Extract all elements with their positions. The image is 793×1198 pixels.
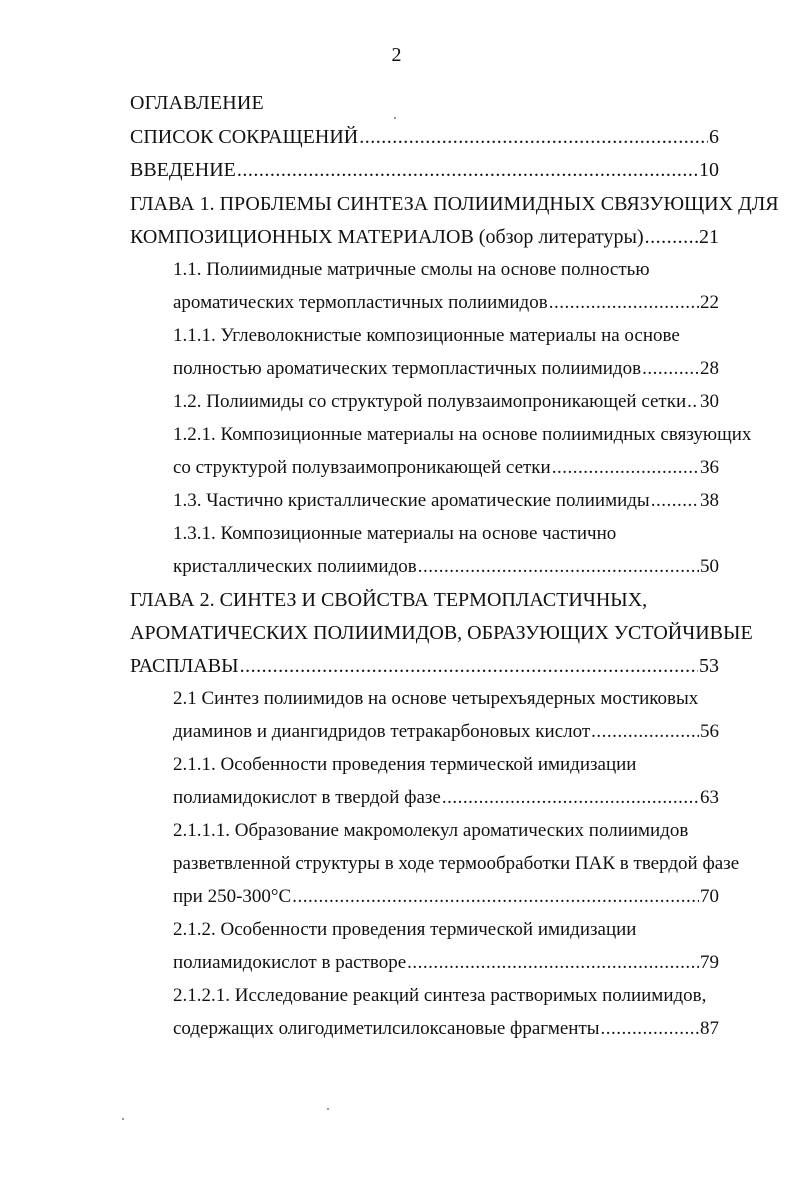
toc-entry[interactable] <box>173 457 719 479</box>
toc-entry[interactable] <box>173 688 719 710</box>
toc-entry-text: РАСПЛАВЫ <box>130 655 239 677</box>
leader-dots <box>418 556 699 578</box>
toc-entry-text: полностью ароматических термопластичных полиимидов <box>173 358 642 379</box>
toc-entry[interactable] <box>173 985 719 1007</box>
toc-entry-page: 63 <box>700 787 719 808</box>
scan-speck <box>122 1118 124 1120</box>
toc-entry[interactable] <box>173 820 719 842</box>
leader-dots <box>642 358 699 380</box>
toc-entry[interactable] <box>130 126 719 149</box>
toc-entry-text: при 250-300°С <box>173 886 292 907</box>
toc-title: ОГЛАВЛЕНИЕ <box>130 92 264 114</box>
toc-entry-text: ВВЕДЕНИЕ <box>130 159 236 181</box>
toc-entry-text: 2.1.2.1. Исследование реакций синтеза растворимых полиимидов, <box>173 985 707 1006</box>
leader-dots <box>549 292 699 314</box>
leader-dots <box>601 1018 699 1040</box>
toc-entry-text: ароматических термопластичных полиимидов <box>173 292 548 313</box>
toc-entry[interactable] <box>130 159 719 182</box>
toc-entry[interactable] <box>173 325 719 347</box>
leader-dots <box>442 787 699 809</box>
toc-entry-page: 28 <box>700 358 719 379</box>
scan-speck <box>327 1108 329 1110</box>
toc-entry[interactable] <box>173 523 719 545</box>
toc-entry-text: АРОМАТИЧЕСКИХ ПОЛИИМИДОВ, ОБРАЗУЮЩИХ УСТОЙЧИВЫЕ <box>130 622 753 644</box>
toc-entry-text: 2.1.2. Особенности проведения термической имидизации <box>173 919 637 940</box>
toc-entry-text: кристаллических полиимидов <box>173 556 417 577</box>
toc-entry-text: полиамидокислот в твердой фазе <box>173 787 441 808</box>
scan-speck <box>394 117 396 119</box>
leader-dots <box>292 886 699 908</box>
toc-entry-text: разветвленной структуры в ходе термообработки ПАК в твердой фазе <box>173 853 740 874</box>
toc-entry[interactable] <box>173 358 719 380</box>
toc-entry[interactable] <box>173 259 719 281</box>
toc-entry[interactable] <box>173 853 740 875</box>
toc-entry[interactable] <box>130 589 719 612</box>
toc-entry[interactable] <box>173 292 719 314</box>
toc-entry-page: 53 <box>699 655 719 677</box>
leader-dots <box>651 490 699 512</box>
toc-entry-text: 1.1. Полиимидные матричные смолы на основе полностью <box>173 259 650 280</box>
toc-entry-text: 2.1.1.1. Образование макромолекул ароматических полиимидов <box>173 820 689 841</box>
toc-entry[interactable] <box>130 655 719 678</box>
leader-dots <box>552 457 699 479</box>
toc-entry[interactable] <box>130 193 779 216</box>
toc-entry-text: 1.2. Полиимиды со структурой полувзаимопроникающей сетки <box>173 391 687 412</box>
toc-entry-page: 79 <box>700 952 719 973</box>
toc-entry-text: содержащих олигодиметилсилоксановые фрагменты <box>173 1018 600 1039</box>
toc-entry-page: 10 <box>699 159 719 181</box>
toc-entry-text: СПИСОК СОКРАЩЕНИЙ <box>130 126 359 148</box>
toc-entry[interactable] <box>173 754 719 776</box>
toc-entry-page: 22 <box>700 292 719 313</box>
leader-dots <box>240 655 698 678</box>
toc-entry-text: ГЛАВА 2. СИНТЕЗ И СВОЙСТВА ТЕРМОПЛАСТИЧНЫХ, <box>130 589 648 611</box>
toc-entry-page: 36 <box>700 457 719 478</box>
toc-entry-text: 2.1.1. Особенности проведения термической имидизации <box>173 754 637 775</box>
leader-dots <box>591 721 699 743</box>
toc-entry[interactable] <box>173 391 719 413</box>
toc-entry-page: 30 <box>700 391 719 412</box>
toc-entry[interactable] <box>173 886 719 908</box>
leader-dots <box>359 126 708 149</box>
toc-entry[interactable] <box>173 919 719 941</box>
toc-entry-text: 1.3.1. Композиционные материалы на основе частично <box>173 523 617 544</box>
toc-entry-text: КОМПОЗИЦИОННЫХ МАТЕРИАЛОВ (обзор литературы) <box>130 226 644 248</box>
toc-entry[interactable] <box>173 952 719 974</box>
toc-entry[interactable] <box>130 622 753 645</box>
toc-entry[interactable] <box>173 424 752 446</box>
toc-entry-page: 56 <box>700 721 719 742</box>
leader-dots <box>687 391 699 413</box>
toc-entry[interactable] <box>173 787 719 809</box>
toc-entry-page: 70 <box>700 886 719 907</box>
leader-dots <box>237 159 698 182</box>
toc-entry-text: диаминов и диангидридов тетракарбоновых кислот <box>173 721 591 742</box>
toc-entry[interactable] <box>173 556 719 578</box>
toc-entry-text: 1.3. Частично кристаллические ароматические полиимиды <box>173 490 650 511</box>
toc-entry-page: 21 <box>699 226 719 248</box>
toc-entry-page: 6 <box>709 126 719 148</box>
toc-entry-text: полиамидокислот в растворе <box>173 952 407 973</box>
toc-entry-text: 1.2.1. Композиционные материалы на основе полиимидных связующих <box>173 424 752 445</box>
toc-entry[interactable] <box>173 721 719 743</box>
toc-entry[interactable] <box>130 226 719 249</box>
leader-dots <box>407 952 699 974</box>
toc-entry-page: 50 <box>700 556 719 577</box>
toc-entry-text: 2.1 Синтез полиимидов на основе четырехъядерных мостиковых <box>173 688 699 709</box>
toc-entry-page: 87 <box>700 1018 719 1039</box>
toc-entry-text: ГЛАВА 1. ПРОБЛЕМЫ СИНТЕЗА ПОЛИИМИДНЫХ СВЯЗУЮЩИХ ДЛЯ <box>130 193 779 215</box>
toc-entry[interactable] <box>173 1018 719 1040</box>
page-number: 2 <box>391 44 402 66</box>
toc-entry[interactable] <box>173 490 719 512</box>
toc-entry-text: со структурой полувзаимопроникающей сетки <box>173 457 551 478</box>
toc-entry-page: 38 <box>700 490 719 511</box>
leader-dots <box>645 226 698 249</box>
toc-entry-text: 1.1.1. Углеволокнистые композиционные материалы на основе <box>173 325 680 346</box>
